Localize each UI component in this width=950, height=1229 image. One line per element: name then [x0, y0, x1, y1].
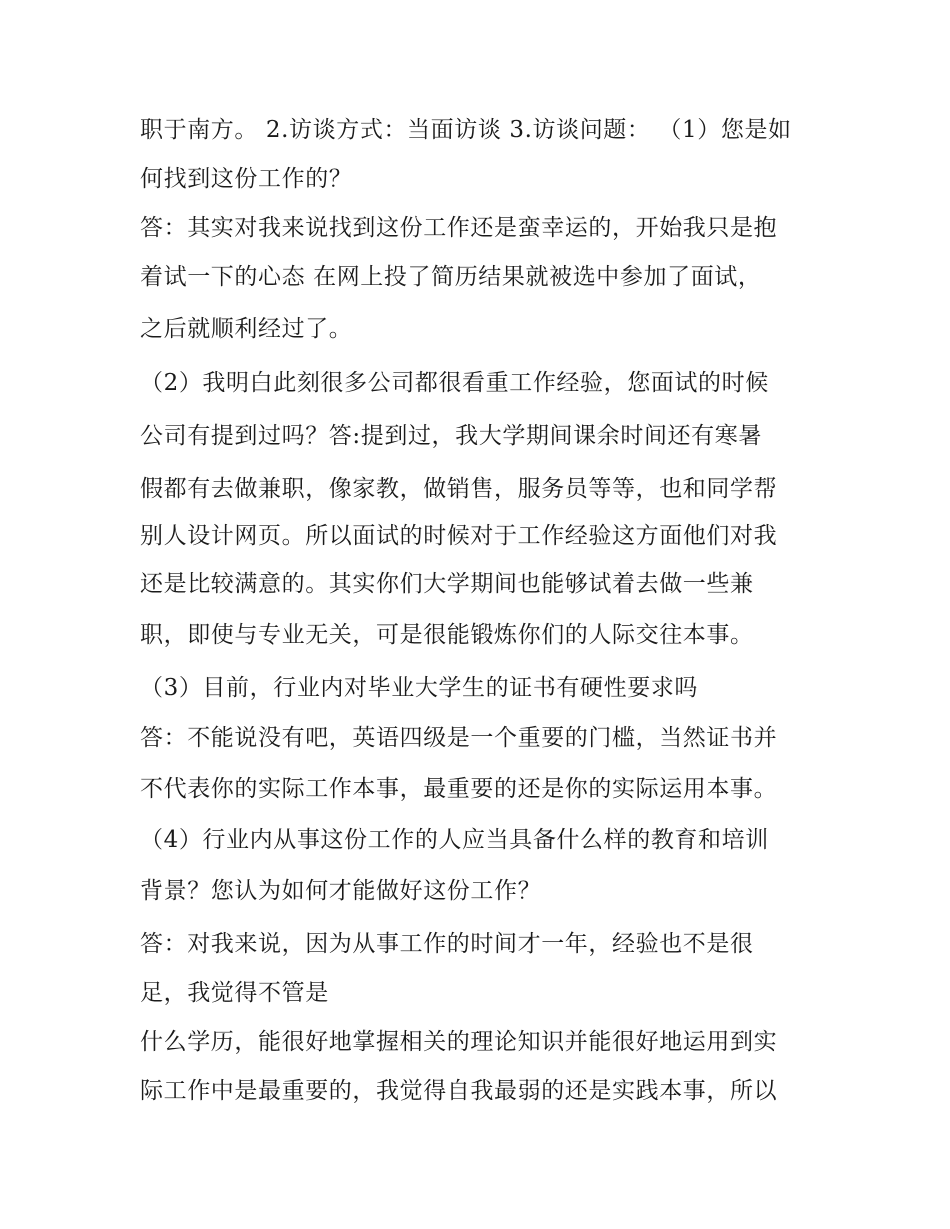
text-line: （2）我明白此刻很多公司都很看重工作经验，您面试的时候: [140, 370, 769, 396]
text-line: （3）目前，行业内对毕业大学生的证书有硬性要求吗: [140, 675, 699, 701]
text-line: 职于南方。 2.访谈方式：当面访谈 3.访谈问题： （1）您是如: [140, 117, 792, 143]
text-line: 之后就顺利经过了。: [140, 316, 353, 342]
text-line: 何找到这份工作的？: [140, 166, 353, 192]
text-line: 职，即使与专业无关，可是很能锻炼你们的人际交往本事。: [140, 622, 754, 648]
text-line: 答：其实对我来说找到这份工作还是蛮幸运的，开始我只是抱: [140, 215, 778, 241]
text-line: 不代表你的实际工作本事，最重要的还是你的实际运用本事。: [140, 776, 778, 802]
text-line: 际工作中是最重要的，我觉得自我最弱的还是实践本事，所以: [140, 1078, 778, 1104]
text-line: 公司有提到过吗？答:提到过，我大学期间课余时间还有寒暑: [140, 423, 762, 449]
text-line: 背景？您认为如何才能做好这份工作？: [140, 878, 542, 904]
text-line: 别人设计网页。所以面试的时候对于工作经验这方面他们对我: [140, 523, 778, 549]
text-line: 答：不能说没有吧，英语四级是一个重要的门槛，当然证书并: [140, 725, 778, 751]
text-line: 假都有去做兼职，像家教，做销售，服务员等等，也和同学帮: [140, 476, 778, 502]
text-line: 还是比较满意的。其实你们大学期间也能够试着去做一些兼: [140, 571, 754, 597]
text-line: 答：对我来说，因为从事工作的时间才一年，经验也不是很: [140, 931, 754, 957]
text-line: （4）行业内从事这份工作的人应当具备什么样的教育和培训: [140, 827, 769, 853]
text-line: 着试一下的心态 在网上投了简历结果就被选中参加了面试，: [140, 264, 762, 290]
text-line: 足，我觉得不管是: [140, 980, 329, 1006]
text-line: 什么学历，能很好地掌握相关的理论知识并能很好地运用到实: [140, 1029, 778, 1055]
